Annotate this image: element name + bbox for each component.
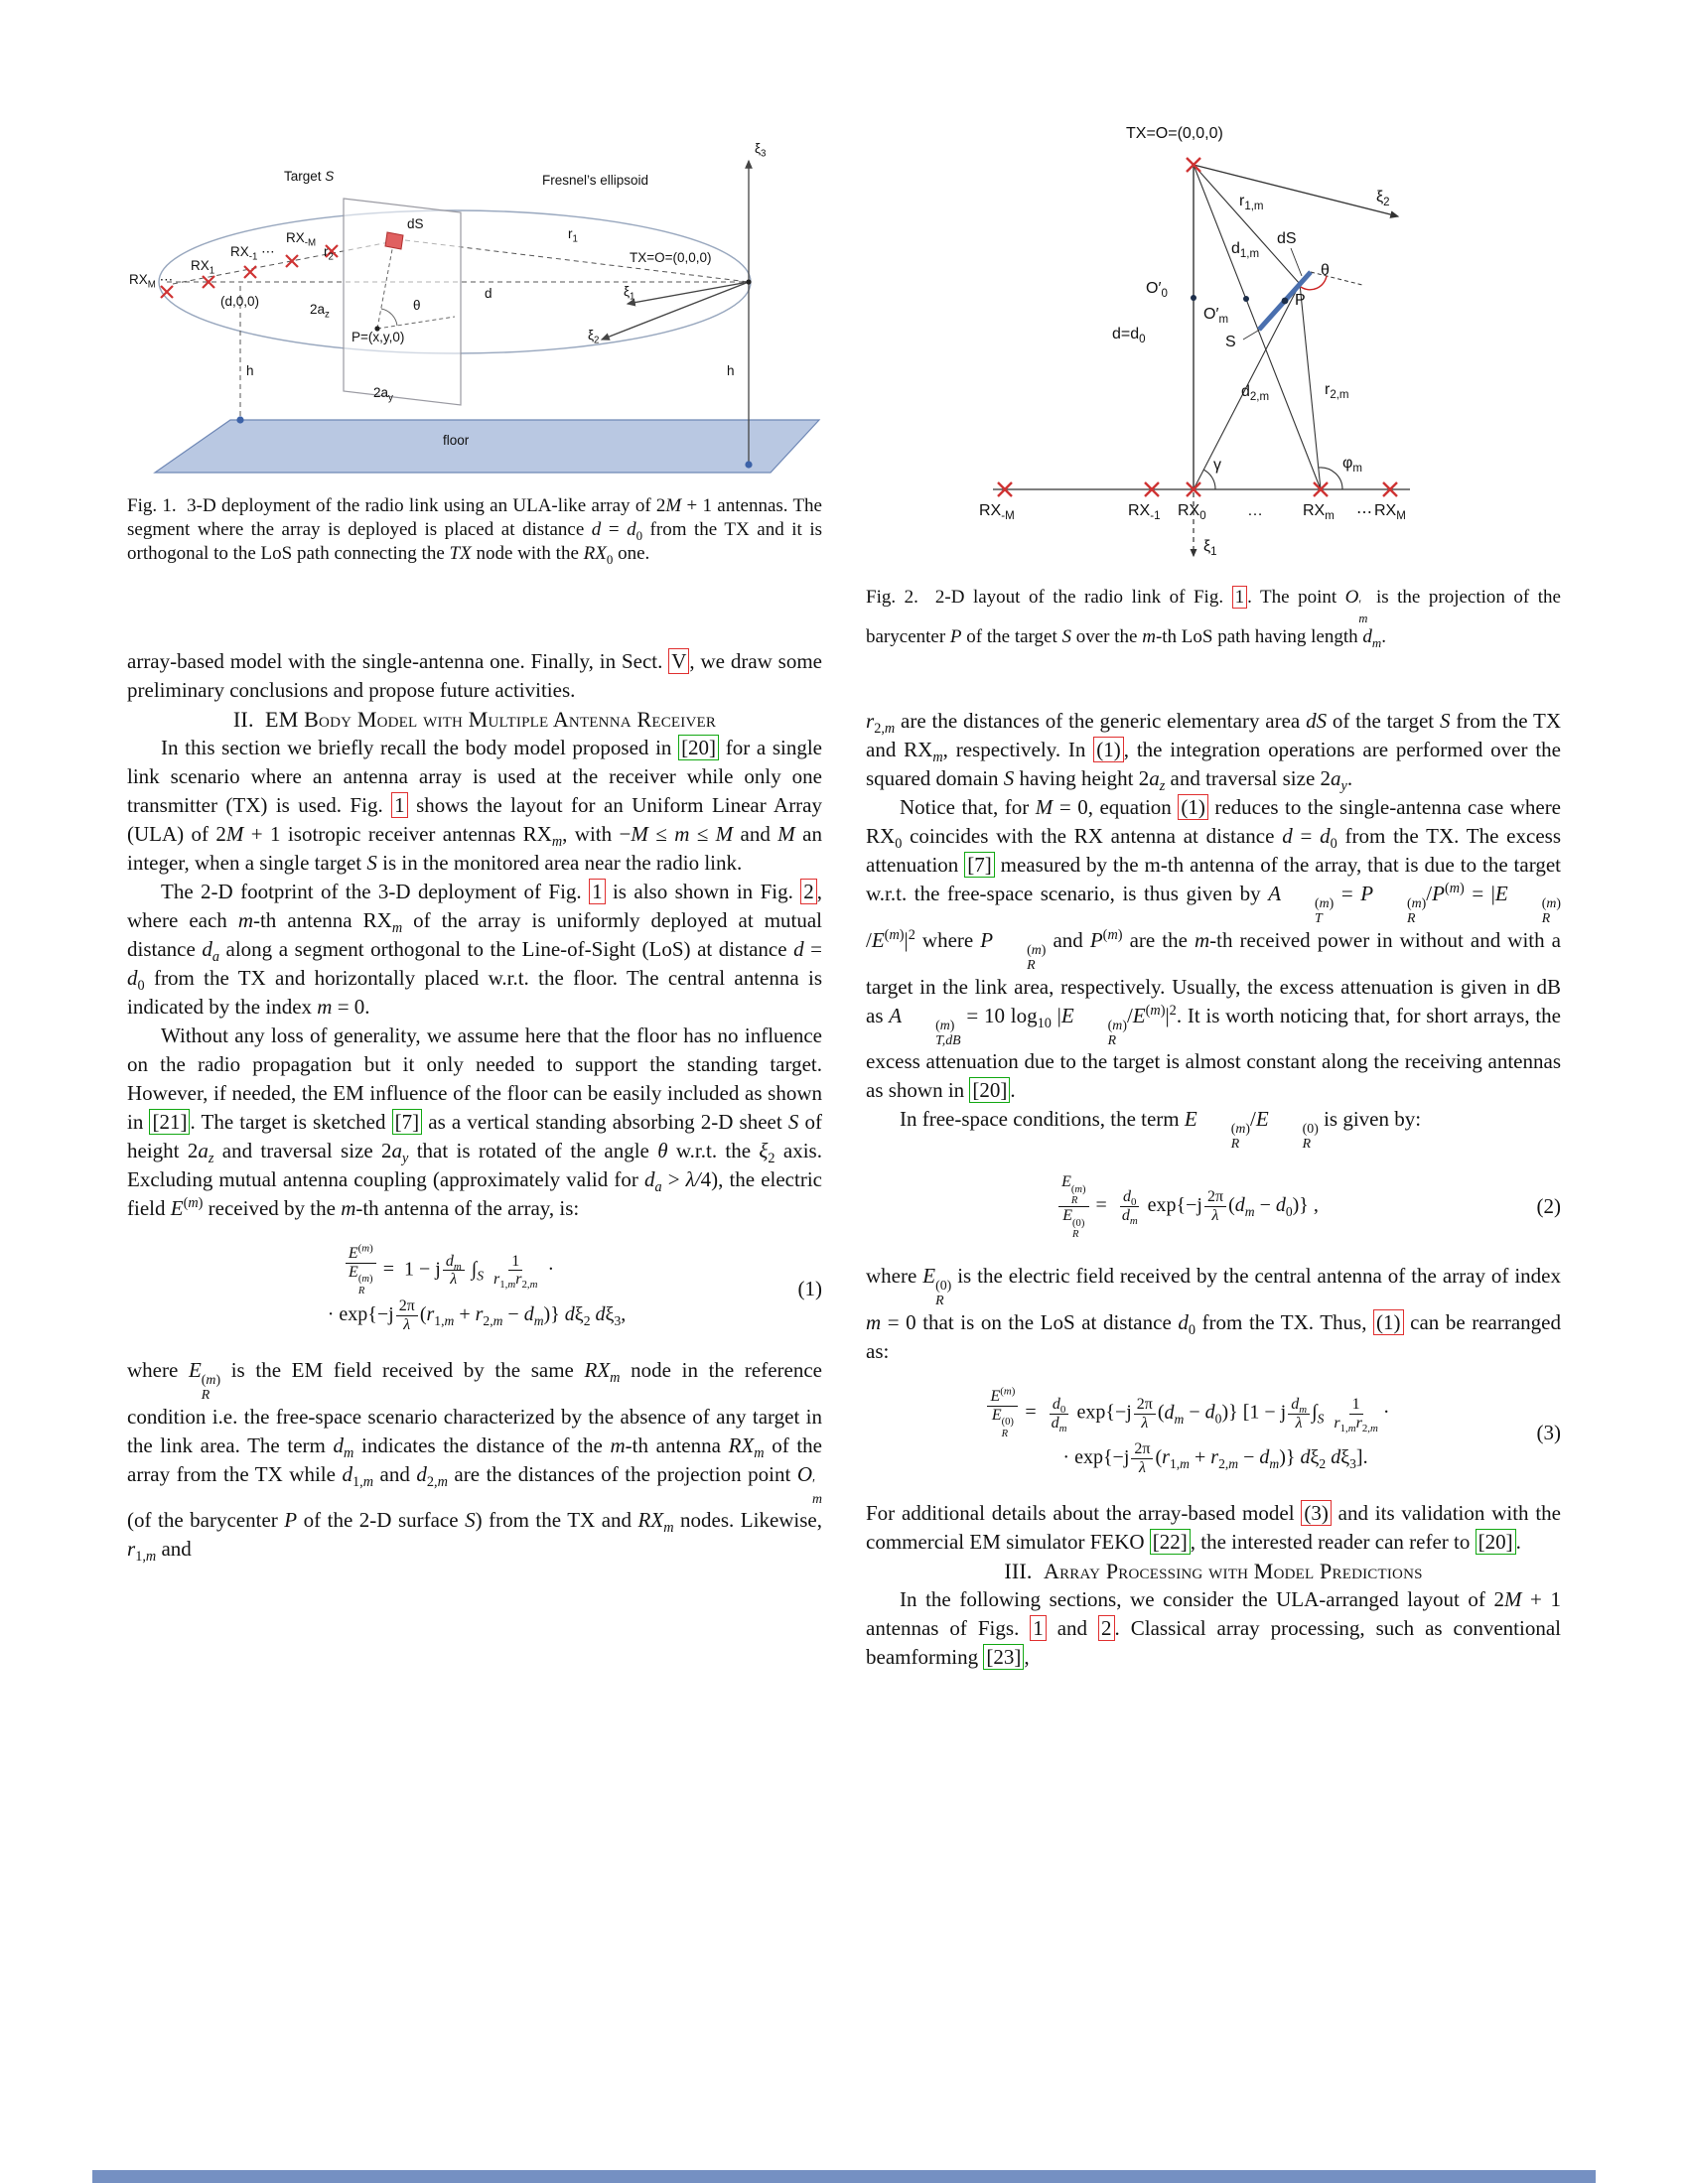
fig2-label-o0: $O'_0$ <box>1146 280 1168 301</box>
fig1-label-coord-d00: (d,0,0) <box>220 294 260 309</box>
paragraph: In this section we briefly recall the body model proposed in [20] for a single link scenario where an antenna array is used at the receiver while only one transmitter (TX) is used. Fig. 1 shows the layout for an Uniform Linear Array (ULA) of 2M + 1 isotropic receiver antennas $RX_m$, with −M ≤ m ≤ M and M an integer, when a single target S is in the monitored area near the radio link. <box>127 736 822 875</box>
figure-2-caption: Fig. 2. 2-D layout of the radio link of Fig. 1 . The point O ′ m is the projection of the barycenter P of the target S over the m-th LoS path having length $d_m$. <box>866 587 1561 651</box>
fig2-label-d-d0: $d=d_0$ <box>1112 326 1146 346</box>
ref-link[interactable]: 1 <box>589 879 606 904</box>
ref-link[interactable]: (1) <box>1178 794 1208 820</box>
figure-1-canvas <box>127 135 822 484</box>
fig1-label-2ay: $2a_y$ <box>373 385 393 404</box>
citation-link[interactable]: [20] <box>678 735 719 760</box>
fig1-label-h-left: h <box>246 363 254 378</box>
fig2-label-xi2: $\xi_2$ <box>1376 189 1390 209</box>
tx-point <box>746 279 751 284</box>
fig2-label-gamma: γ <box>1213 457 1221 474</box>
figure-2 <box>866 117 1561 649</box>
fig1-label-floor: floor <box>443 433 470 448</box>
paragraph: Without any loss of generality, we assume here that the floor has no influence on the radio propagation but it only needed to support the standing target. However, if needed, the EM influence of the floor can be easily included as shown in [21] . The target is sketched [7] as a vertical standing absorbing 2-D sheet S of height $2a_z$ and traversal size $2a_y$ that is rotated of the angle θ w.r.t. the $\xi_2$ axis. Excluding mutual antenna coupling (approximately valid for $d_a > \lambda/4$), the electric field $E^{(m)}$ received by the m-th antenna of the array, is: <box>127 1024 822 1220</box>
fig2-label-rx-negM: $RX_{-M}$ <box>979 502 1015 523</box>
equation-1-number: (1) <box>797 1277 822 1301</box>
ref-link[interactable]: 2 <box>800 879 817 904</box>
equation-3 <box>866 1385 1561 1477</box>
fig1-label-2az: $2a_z$ <box>310 302 330 321</box>
fig2-label-r2m: $r_{2,m}$ <box>1325 381 1349 402</box>
left-column <box>127 647 822 1564</box>
fig1-label-rx-neg1: $RX_{-1}$ ⋯ <box>230 244 275 263</box>
ref-link[interactable]: 1 <box>391 792 408 818</box>
fig1-label-target-s: Target S <box>284 169 335 184</box>
section-iii-heading: III. Array Processing with Model Predictions <box>1004 1559 1423 1584</box>
paragraph: For additional details about the array-based model (3) and its validation with the commercial EM simulator FEKO [22] , the interested reader can refer to [20] . <box>866 1501 1561 1555</box>
equation-1-line2: · exp{−j $\frac{2\pi}{\lambda}$ $(r_{1,m} + r_{2,m} - d_m)$} $d\xi_2$ $d\xi_3$, <box>327 1297 627 1333</box>
fig1-label-h-right: h <box>727 363 735 378</box>
equation-2 <box>866 1173 1561 1240</box>
fig2-label-d2m: $d_{2,m}$ <box>1241 383 1270 404</box>
target-sheet <box>344 199 461 405</box>
equation-1-line1: $E^{(m)}$ E (m) R = 1 − j $\frac{d_m}{\lambda}$ $\int_S$ $\frac{1}{r_{1,m}r_{2,m}}$ · <box>127 1245 771 1297</box>
fig2-label-p: P <box>1295 292 1306 309</box>
ref-link[interactable]: (1) <box>1093 737 1124 762</box>
equation-3-line2: · exp{−j $\frac{2\pi}{\lambda}$ $(r_{1,m} + r_{2,m} - d_m)$} $d\xi_2$ $d\xi_3$]. <box>1062 1440 1368 1477</box>
fig2-label-phim: $\varphi_m$ <box>1342 455 1362 476</box>
paragraph: The 2-D footprint of the 3-D deployment of Fig. 1 is also shown in Fig. 2 , where each m-th antenna $RX_m$ of the array is uniformly deployed at mutual distance $d_a$ along a segment orthogonal to the Line-of-Sight (LoS) at distance $d = d_0$ from the TX and horizontally placed w.r.t. the floor. The central antenna is indicated by the index m = 0. <box>127 880 823 1019</box>
citation-link[interactable]: [7] <box>392 1109 423 1135</box>
coordinate-axes <box>602 161 749 465</box>
fig2-label-theta: θ <box>1321 262 1330 279</box>
paragraph-continuation: $r_{2,m}$ are the distances of the generic elementary area dS of the target S from the TX and $RX_m$, respectively. In (1) , the integration operations are performed over the squared domain S having height $2a_z$ and traversal size $2a_y$. <box>866 709 1561 795</box>
ref-link[interactable]: V <box>668 648 689 674</box>
paragraph-continuation: array-based model with the single-antenna one. Finally, in Sect. V , we draw some preliminary conclusions and propose future activities. <box>127 649 823 702</box>
paragraph: Notice that, for M = 0, equation (1) reduces to the single-antenna case where $RX_0$ coincides with the RX antenna at distance $d = d_0$ from the TX. The excess attenuation [7] measured by the m-th antenna of the array, that is due to the target w.r.t. the free-space scenario, is thus given by A (m) T = P (m) R $/P^{(m)} = |E$ (m) R $/E^{(m)}|^2$ where P (m) R and $P^{(m)}$ are the m-th received power in without and with a target in the link area, respectively. Usually, the excess attenuation is given in dB as A (m) T,dB = 10 $\log_{10} |E$ (m) R $/E^{(m)}|^2$. It is worth noticing that, for short arrays, the excess attenuation due to the target is almost constant along the receiving antennas as shown in [20] . <box>866 795 1562 1103</box>
fig1-label-rx-M: $RX_M$ ⋯ <box>129 272 174 291</box>
fig1-label-r2: $r_2$ <box>324 244 334 263</box>
ds-element <box>385 232 403 249</box>
fig2-label-om: $O'_m$ <box>1203 306 1229 327</box>
equation-3-number: (3) <box>1536 1420 1561 1444</box>
fig1-label-r1: $r_1$ <box>568 226 578 245</box>
ref-link[interactable]: 1 <box>1232 586 1248 609</box>
figure-1 <box>127 135 822 566</box>
fig2-label-d1m: $d_{1,m}$ <box>1231 240 1260 261</box>
fig1-label-tx: TX=O=(0,0,0) <box>630 250 712 265</box>
fig2-label-tx: TX=O=(0,0,0) <box>1126 125 1223 142</box>
phi-arc <box>1319 468 1342 489</box>
fig2-label-rx-neg1: $RX_{-1}$ <box>1128 502 1161 523</box>
ref-link[interactable]: 2 <box>1098 1615 1115 1641</box>
fig1-label-rx-negM: $RX_{-M}$ <box>286 230 317 249</box>
fig2-geometry-lines <box>993 165 1410 559</box>
citation-link[interactable]: [23] <box>983 1644 1024 1670</box>
floor-plane <box>155 420 819 473</box>
paragraph: In free-space conditions, the term E (m) R /E (0) R is given by: <box>900 1107 1422 1152</box>
fig1-label-rx-1: $RX_1$ <box>191 258 215 277</box>
projection-points <box>1191 295 1288 304</box>
section-ii-heading: II. EM Body Model with Multiple Antenna Receiver <box>232 707 717 732</box>
floor-contact-left <box>236 416 243 423</box>
footer-bar <box>92 2170 1596 2183</box>
equation-2-number: (2) <box>1536 1194 1561 1219</box>
fig2-label-rx-m: $RX_m$ <box>1303 502 1335 523</box>
floor-contact-right <box>745 461 752 468</box>
antenna-x-marks <box>998 158 1397 496</box>
ref-link[interactable]: 1 <box>1030 1615 1047 1641</box>
fig2-label-dots-2: ⋯ <box>1356 504 1372 521</box>
equation-2-line1: E (m) R E (0) R = $\frac{d_0}{d_m}$ exp{−j $\frac{2\pi}{\lambda}$ $(d_m - d_0)$} , <box>866 1173 1509 1240</box>
fig1-label-fresnel-ellipsoid: Fresnel’s ellipsoid <box>542 173 649 188</box>
fig2-label-rx-0: $RX_0$ <box>1178 502 1206 523</box>
fig1-label-theta: θ <box>413 298 421 313</box>
fig1-label-xi1: $\xi_1$ <box>624 284 635 303</box>
paragraph: where E (0) R is the electric field received by the central antenna of the array of index m = 0 that is on the LoS at distance $d_0$ from the TX. Thus, (1) can be rearranged as: <box>866 1264 1561 1364</box>
paragraph: In the following sections, we consider the ULA-arranged layout of 2M + 1 antennas of Figs. 1 and 2 . Classical array processing, such as conventional beamforming [23] , <box>866 1587 1561 1670</box>
fig2-label-ds: dS <box>1277 230 1297 247</box>
fig2-label-xi1: $\xi_1$ <box>1203 538 1217 559</box>
fig1-diagram <box>127 135 822 484</box>
ref-link[interactable]: (3) <box>1301 1500 1332 1526</box>
fig1-label-ds: dS <box>407 216 424 231</box>
right-column <box>866 707 1561 1672</box>
fig2-label-s: S <box>1225 334 1236 350</box>
fig2-label-dots-1: … <box>1247 502 1263 519</box>
figure-1-caption: Fig. 1. 3-D deployment of the radio link using an ULA-like array of 2M + 1 antennas. The segment where the array is deployed is placed at distance $d = d_0$ from the TX and it is orthogonal to the LoS path connecting the TX node with the $RX_0$ one. <box>127 495 823 567</box>
fig2-diagram <box>866 117 1561 576</box>
fig2-label-r1m: $r_{1,m}$ <box>1239 193 1264 213</box>
fig1-label-xi2: $\xi_2$ <box>588 328 600 346</box>
ref-link[interactable]: (1) <box>1373 1309 1404 1335</box>
fig2-label-rx-M: $RX_M$ <box>1374 502 1406 523</box>
citation-link[interactable]: [7] <box>964 852 995 878</box>
equation-3-line1: $E^{(m)}$ E (0) R = $\frac{d_0}{d_m}$ exp{−j $\frac{2\pi}{\lambda}$ $(d_m - d_0)$} [1 − j $\frac{d_m}{\lambda}$ $\int_S$ $\frac{1}{r_{1,m}r_{2,m}}$ · <box>866 1388 1509 1439</box>
equation-1 <box>127 1242 822 1334</box>
citation-link[interactable]: [21] <box>149 1109 190 1135</box>
fig1-label-p-xyz: P=(x,y,0) <box>352 330 405 344</box>
paragraph: where E (m) R is the EM field received by the same $RX_m$ node in the reference condition i.e. the free-space scenario characterized by the absence of any target in the link area. The term $d_m$ indicates the distance of the m-th antenna $RX_m$ of the array from the TX while $d_{1,m}$ and $d_{2,m}$ are the distances of the projection point O ′ m (of the barycenter P of the 2-D surface S) from the TX and $RX_m$ nodes. Likewise, $r_{1,m}$ and <box>127 1357 823 1566</box>
fig1-label-xi3: $\xi_3$ <box>755 141 767 160</box>
citation-link[interactable]: [20] <box>1476 1529 1516 1555</box>
figure-2-canvas <box>866 117 1561 576</box>
citation-link[interactable]: [20] <box>969 1077 1010 1103</box>
citation-link[interactable]: [22] <box>1150 1529 1191 1555</box>
fig1-label-d: d <box>485 286 492 301</box>
